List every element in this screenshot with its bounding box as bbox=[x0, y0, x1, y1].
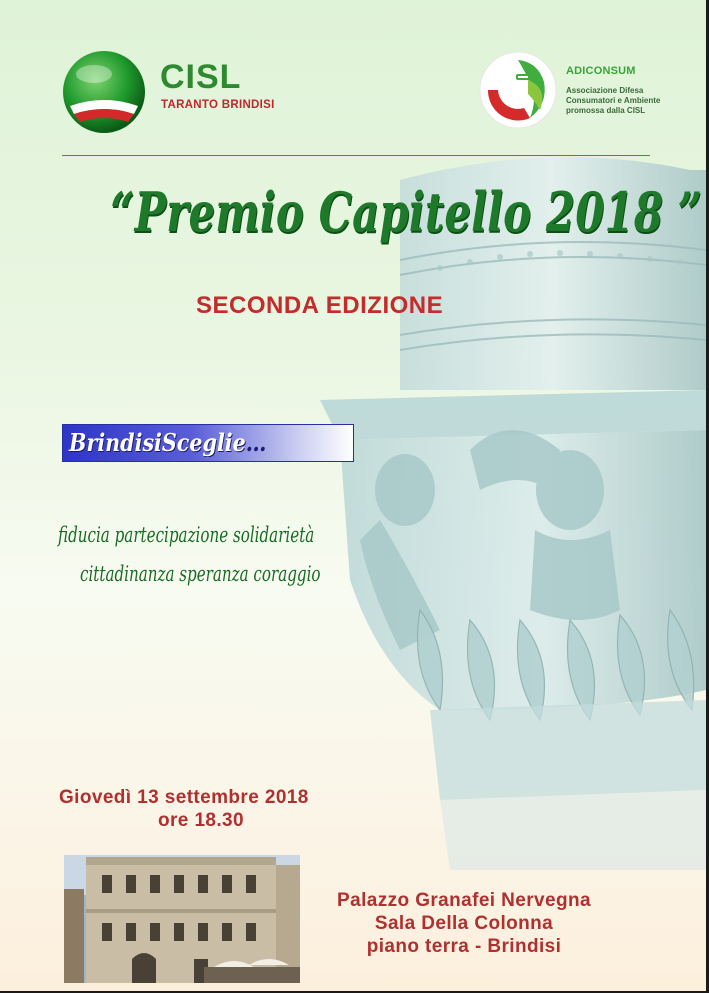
adiconsum-logo bbox=[478, 48, 558, 137]
venue-line-2: Sala Della Colonna bbox=[374, 913, 554, 934]
cisl-name: CISL bbox=[160, 58, 242, 96]
palazzo-photo bbox=[64, 855, 300, 988]
event-date: Giovedì 13 settembre 2018 bbox=[59, 787, 309, 808]
event-title: “Premio Capitello 2018 ” bbox=[110, 180, 703, 244]
banner-word-sceglie: Sceglie bbox=[161, 428, 246, 457]
brindisi-sceglie-banner bbox=[62, 424, 354, 462]
cisl-subtitle: TARANTO BRINDISI bbox=[161, 99, 275, 111]
column-capital-illustration bbox=[320, 150, 706, 875]
venue-line-3: piano terra - Brindisi bbox=[366, 936, 562, 957]
venue-line-1: Palazzo Granafei Nervegna bbox=[337, 890, 591, 911]
edition-label: SECONDA EDIZIONE bbox=[196, 292, 444, 319]
cisl-logo bbox=[62, 50, 146, 139]
values-line-1: fiducia partecipazione solidarietà bbox=[58, 523, 315, 547]
banner-word-brindisi: Brindisi bbox=[69, 428, 162, 457]
values-line-2: cittadinanza speranza coraggio bbox=[80, 562, 321, 586]
banner-text bbox=[69, 428, 266, 457]
event-time: ore 18.30 bbox=[158, 810, 244, 831]
adiconsum-description: Associazione Difesa Consumatori e Ambiente promossa dalla CISL bbox=[566, 86, 661, 115]
adiconsum-name: ADICONSUM bbox=[566, 65, 636, 77]
banner-ellipsis: … bbox=[245, 428, 267, 457]
